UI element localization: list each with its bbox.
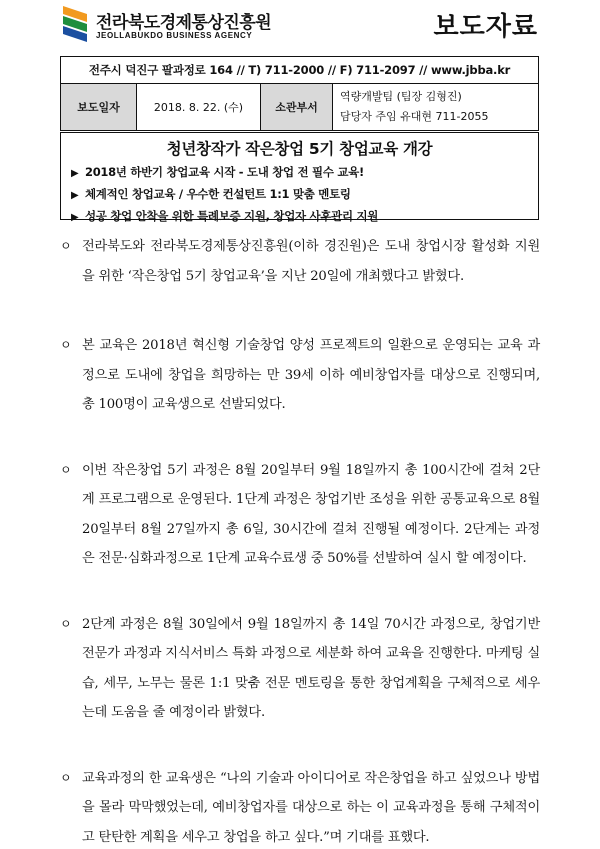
circle-bullet-icon: ㅇ bbox=[60, 462, 72, 477]
circle-bullet-icon: ㅇ bbox=[60, 616, 72, 631]
info-table bbox=[60, 56, 539, 131]
summary-box bbox=[60, 132, 539, 223]
triangle-bullet-icon: ▶ bbox=[71, 190, 79, 201]
paragraph: ㅇ 이번 작은창업 5기 과정은 8월 20일부터 9월 18일까지 총 100시간에 걸쳐 2단계 프로그램으로 운영된다. 1단계 과정은 창업기반 조성을 위한 공통교육으로 8월 20일부터 8월 27일까지 총 6일, 30시간에 걸쳐 진행될 예정이다. 2단계는 과정은 전문·심화과정으로 1단계 교육수료생 중 50%를 선발하여 실시 할 예정이다. bbox=[60, 456, 540, 574]
department-label: 소관부서 bbox=[261, 84, 333, 130]
department-team: 역량개발팀 (팀장 김형진) bbox=[340, 90, 462, 103]
paragraph: ㅇ 전라북도와 전라북도경제통상진흥원(이하 경진원)은 도내 창업시장 활성화 지원을 위한 ‘작은창업 5기 창업교육’을 지난 20일에 개최했다고 밝혔다. bbox=[60, 232, 540, 291]
paragraph: ㅇ 교육과정의 한 교육생은 “나의 기술과 아이디어로 작은창업을 하고 싶었으나 방법을 몰라 막막했었는데, 예비창업자를 대상으로 하는 이 교육과정을 통해 구체적이고 탄탄한 계획을 세우고 창업을 하고 싶다.”며 기대를 표했다. bbox=[60, 764, 540, 849]
department-contact: 담당자 주임 유대현 711-2055 bbox=[340, 110, 489, 123]
summary-item: ▶ 성공 창업 안착을 위한 특례보증 지원, 창업자 사후관리 지원 bbox=[71, 206, 528, 228]
document-type-title: 보도자료 bbox=[433, 12, 538, 42]
circle-bullet-icon: ㅇ bbox=[60, 338, 72, 352]
info-row bbox=[61, 84, 538, 130]
article-body bbox=[60, 232, 540, 849]
circle-bullet-icon: ㅇ bbox=[60, 239, 72, 253]
org-name: 전라북도경제통상진흥원 bbox=[96, 13, 272, 33]
triangle-bullet-icon: ▶ bbox=[71, 168, 79, 179]
summary-list bbox=[71, 162, 528, 228]
release-date-value: 2018. 8. 22. (수) bbox=[137, 84, 261, 130]
paragraph: ㅇ 2단계 과정은 8월 30일에서 9월 18일까지 총 14일 70시간 과정으로, 창업기반 전문가 과정과 지식서비스 특화 과정으로 세분화 하여 교육을 진행한다. 마케팅 실습, 세무, 노무는 물론 1:1 맞춤 전문 멘토링을 통한 창업계획을 구체적으로 세우는데 도움을 줄 예정이라 밝혔다. bbox=[60, 610, 540, 728]
department-value bbox=[333, 84, 538, 130]
paragraph: ㅇ 본 교육은 2018년 혁신형 기술창업 양성 프로젝트의 일환으로 운영되는 교육 과정으로 도내에 창업을 희망하는 만 39세 이하 예비창업자를 대상으로 진행되며, 총 100명이 교육생으로 선발되었다. bbox=[60, 331, 540, 420]
contact-address-line: 전주시 덕진구 팔과정로 164 // T) 711-2000 // F) 711-2097 // www.jbba.kr bbox=[61, 57, 538, 84]
headline: 청년창작가 작은창업 5기 창업교육 개강 bbox=[166, 140, 433, 158]
triangle-bullet-icon: ▶ bbox=[71, 212, 79, 223]
circle-bullet-icon: ㅇ bbox=[60, 770, 72, 785]
summary-item: ▶ 2018년 하반기 창업교육 시작 - 도내 창업 전 필수 교육! bbox=[71, 162, 528, 184]
release-date-label: 보도일자 bbox=[61, 84, 137, 130]
org-name-english: JEOLLABUKDO BUSINESS AGENCY bbox=[96, 31, 253, 40]
jbba-logo-icon bbox=[60, 4, 90, 46]
summary-item: ▶ 체계적인 창업교육 / 우수한 컨설턴트 1:1 맞춤 멘토링 bbox=[71, 184, 528, 206]
header bbox=[60, 4, 540, 48]
